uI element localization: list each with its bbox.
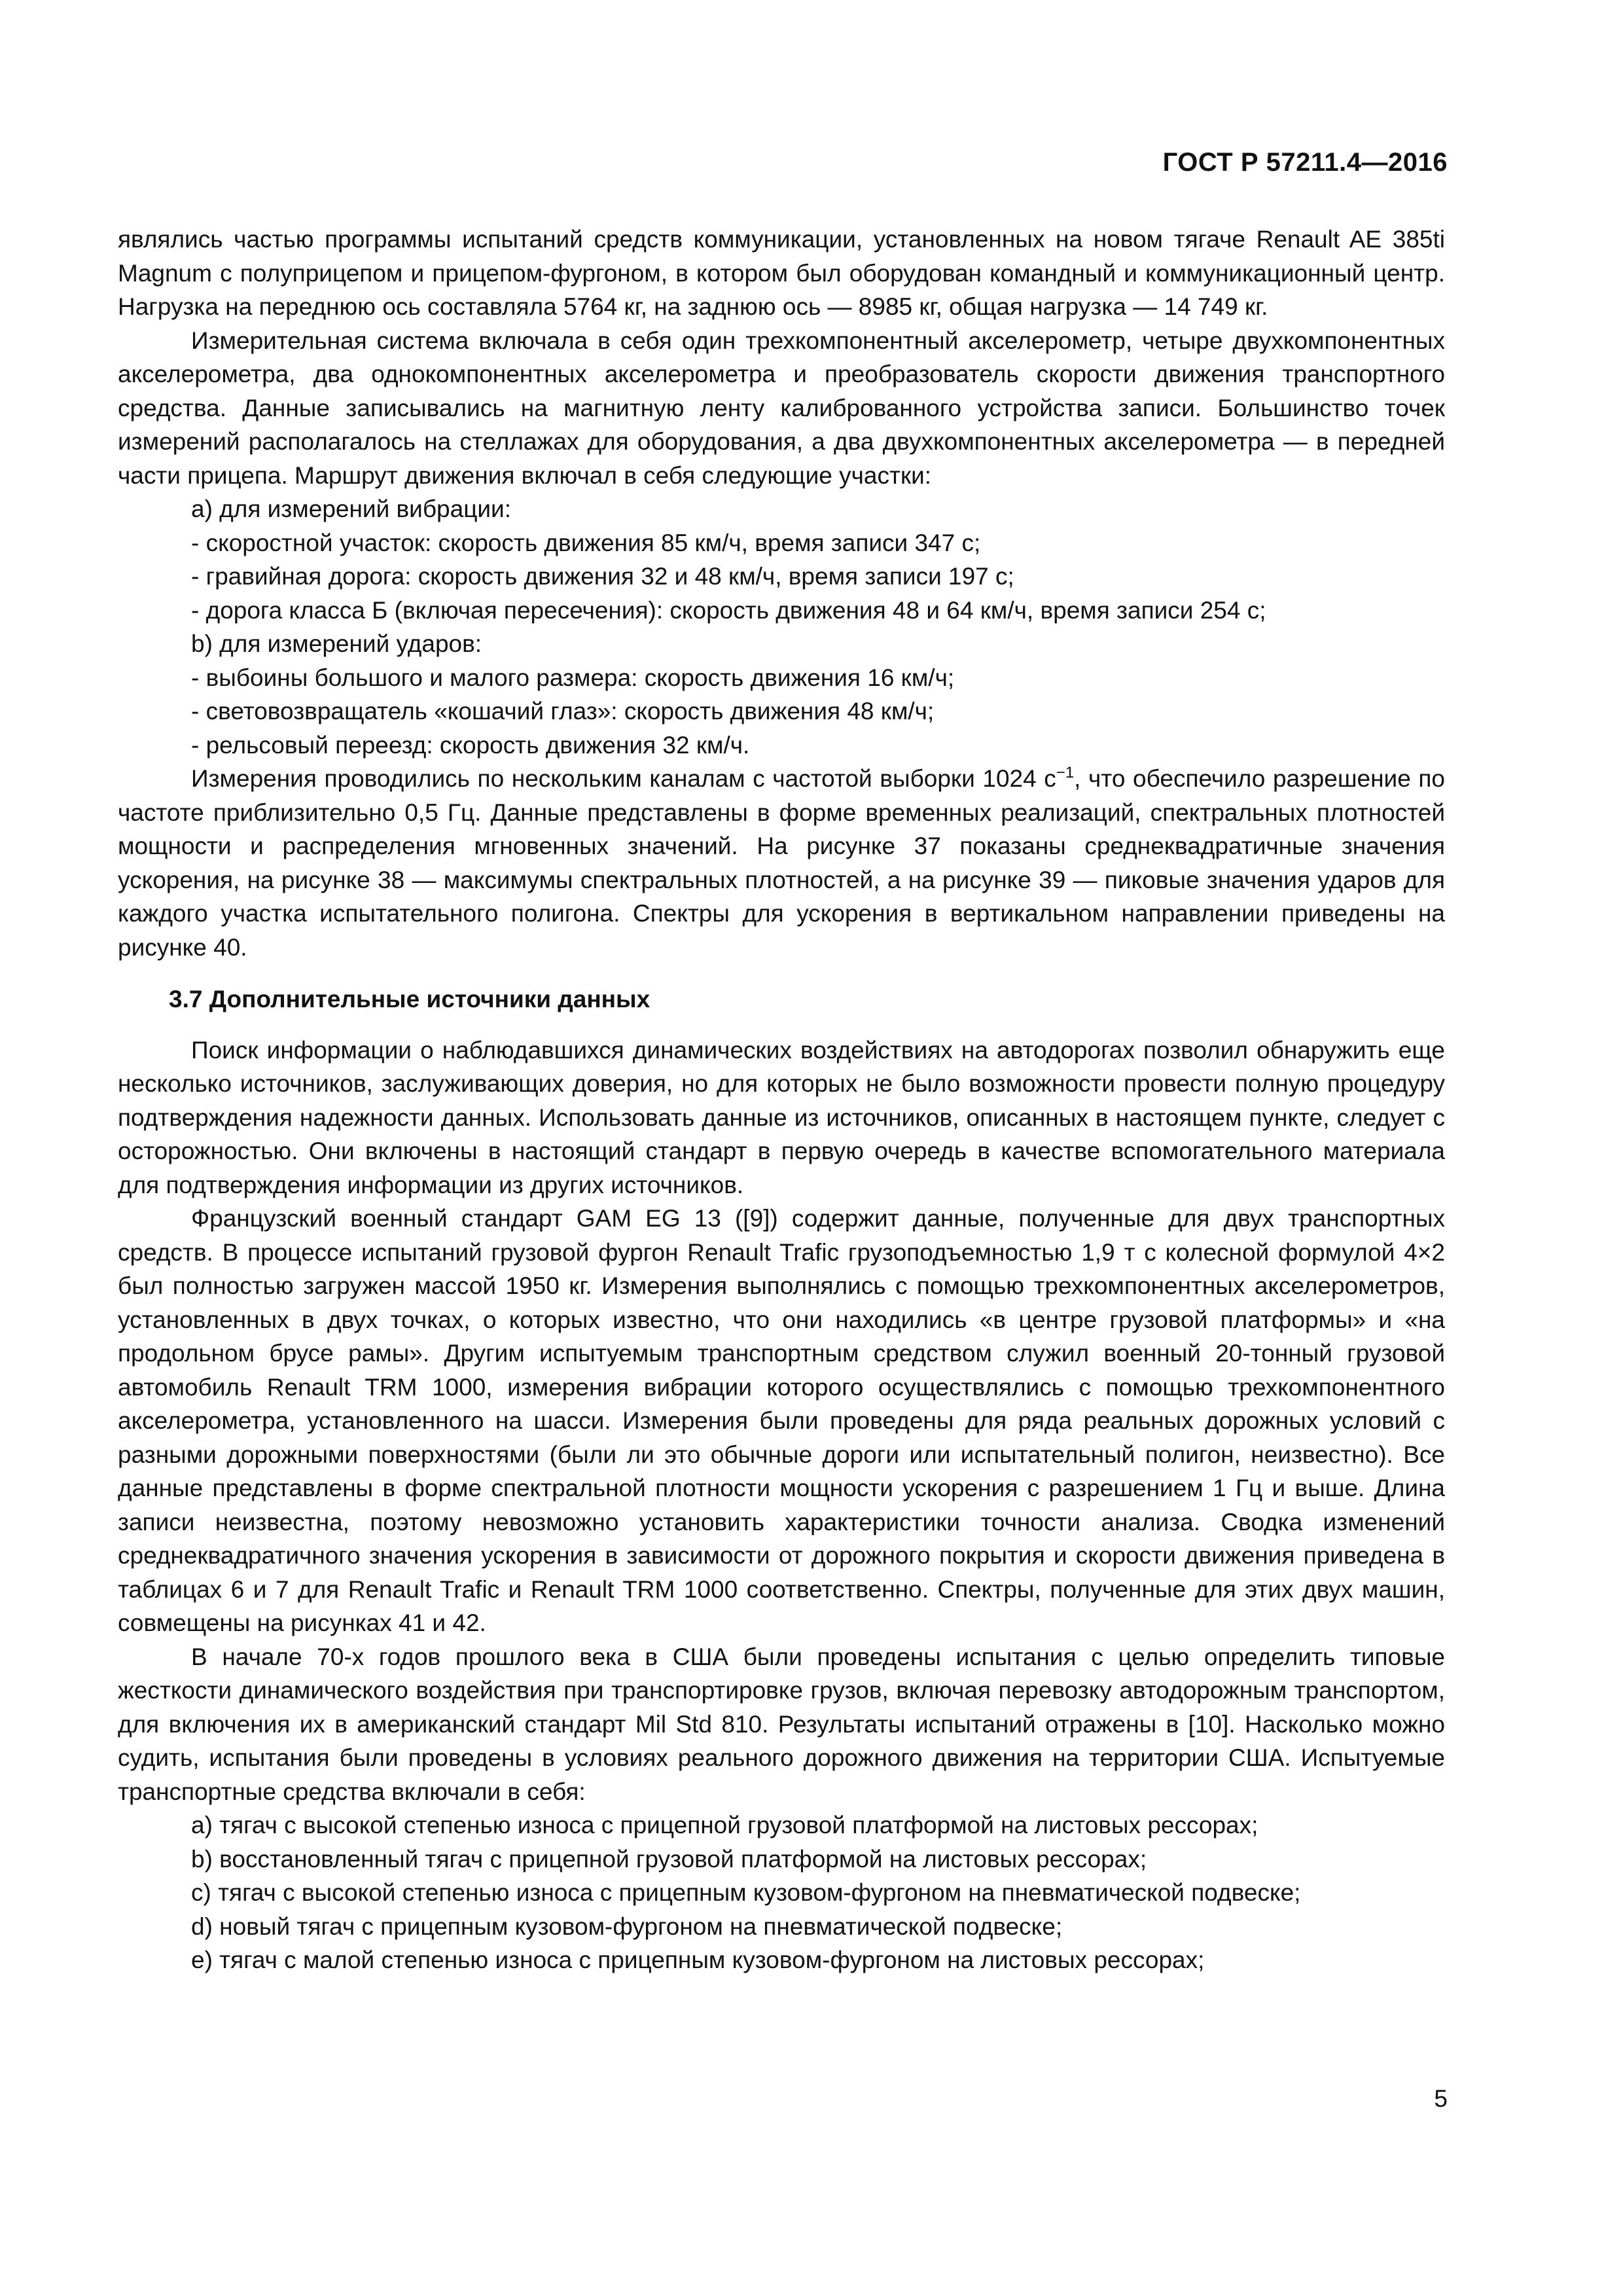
paragraph-measurements-part-2: , что обеспечило разрешение по частоте приблизительно 0,5 Гц. Данные представлены в форме временных реализаций, спектральных плотностей мощности и распределения мгновенных значений. На рисунке 37 показаны среднеквадратичные значения ускорения, на рисунке 38 — максимумы спектральных плотностей, а на рисунке 39 — пиковые значения ударов для каждого участка испытательного полигона. Спектры для ускорения в вертикальном направлении приведены на рисунке 40. <box>118 765 1445 961</box>
list-item: b) для измерений ударов: <box>191 630 482 657</box>
list-item: - световозвращатель «кошачий глаз»: скорость движения 48 км/ч; <box>191 698 935 725</box>
list-item: c) тягач с высокой степенью износа с прицепным кузовом-фургоном на пневматической подвеске; <box>191 1879 1301 1906</box>
test-vehicles-list <box>118 1808 1445 1977</box>
list-item: - дорога класса Б (включая пересечения): скорость движения 48 и 64 км/ч, время записи 254 с; <box>191 596 1266 624</box>
document-number-header: ГОСТ Р 57211.4—2016 <box>1162 148 1448 177</box>
list-item: - скоростной участок: скорость движения 85 км/ч, время записи 347 с; <box>191 529 981 556</box>
list-item: a) для измерений вибрации: <box>191 495 512 522</box>
list-item: - гравийная дорога: скорость движения 32 и 48 км/ч, время записи 197 с; <box>191 563 1014 590</box>
route-sections-list <box>118 492 1445 762</box>
list-item: b) восстановленный тягач с прицепной грузовой платформой на листовых рессорах; <box>191 1845 1147 1873</box>
list-item: - рельсовый переезд: скорость движения 32 км/ч. <box>191 731 750 759</box>
list-item: - выбоины большого и малого размера: скорость движения 16 км/ч; <box>191 664 955 691</box>
list-item: d) новый тягач с прицепным кузовом-фургоном на пневматической подвеске; <box>191 1912 1063 1940</box>
paragraph-additional-sources: Поиск информации о наблюдавшихся динамических воздействиях на автодорогах позволил обнаружить еще несколько источников, заслуживающих доверия, но для которых не было возможности провести полную процедуру подтверждения надежности данных. Использовать данные из источников, описанных в настоящем пункте, следует с осторожностью. Они включены в настоящий стандарт в первую очередь в качестве вспомогательного материала для подтверждения информации из других источников. <box>118 1036 1445 1198</box>
document-body <box>118 223 1445 1977</box>
paragraph-measurements <box>118 762 1445 964</box>
paragraph-intro: являлись частью программы испытаний средств коммуникации, установленных на новом тягаче Renault AE 385ti Magnum с полуприцепом и прицепом-фургоном, в котором был оборудован командный и коммуникационный центр. Нагрузка на переднюю ось составляла 5764 кг, на заднюю ось — 8985 кг, общая нагрузка — 14 749 кг. <box>118 226 1445 320</box>
superscript-exponent: −1 <box>1056 764 1075 781</box>
paragraph-measurement-system: Измерительная система включала в себя один трехкомпонентный акселерометр, четыре двухкомпонентных акселерометра, два однокомпонентных акселерометра и преобразователь скорости движения транспортного средства. Данные записывались на магнитную ленту калиброванного устройства записи. Большинство точек измерений располагалось на стеллажах для оборудования, а два двухкомпонентных акселерометра — в передней части прицепа. Маршрут движения включал в себя следующие участки: <box>118 327 1445 489</box>
section-heading-3-7: 3.7 Дополнительные источники данных <box>169 986 651 1013</box>
paragraph-us-tests: В начале 70-х годов прошлого века в США были проведены испытания с целью определить типовые жесткости динамического воздействия при транспортировке грузов, включая перевозку автодорожным транспортом, для включения их в американский стандарт Mil Std 810. Результаты испытаний отражены в [10]. Насколько можно судить, испытания были проведены в условиях реального дорожного движения на территории США. Испытуемые транспортные средства включали в себя: <box>118 1643 1445 1805</box>
paragraph-french-standard: Французский военный стандарт GAM EG 13 ([9]) содержит данные, полученные для двух транспортных средств. В процессе испытаний грузовой фургон Renault Trafic грузоподъемностью 1,9 т с колесной формулой 4×2 был полностью загружен массой 1950 кг. Измерения выполнялись с помощью трехкомпонентных акселерометров, установленных в двух точках, о которых известно, что они находились «в центре грузовой платформы» и «на продольном брусе рамы». Другим испытуемым транспортным средством служил военный 20-тонный грузовой автомобиль Renault TRM 1000, измерения вибрации которого осуществлялись с помощью трехкомпонентного акселерометра, установленного на шасси. Измерения были проведены для ряда реальных дорожных условий с разными дорожными поверхностями (были ли это обычные дороги или испытательный полигон, неизвестно). Все данные представлены в форме спектральной плотности мощности ускорения с разрешением 1 Гц и выше. Длина записи неизвестна, поэтому невозможно установить характеристики точности анализа. Сводка изменений среднеквадратичного значения ускорения в зависимости от дорожного покрытия и скорости движения приведена в таблицах 6 и 7 для Renault Trafic и Renault TRM 1000 соответственно. Спектры, полученные для этих двух машин, совмещены на рисунках 41 и 42. <box>118 1205 1445 1636</box>
list-item: e) тягач с малой степенью износа с прицепным кузовом-фургоном на листовых рессорах; <box>191 1946 1205 1973</box>
paragraph-measurements-part-1: Измерения проводились по нескольким каналам с частотой выборки 1024 с <box>191 765 1056 792</box>
page-number: 5 <box>1434 2085 1448 2112</box>
list-item: a) тягач с высокой степенью износа с прицепной грузовой платформой на листовых рессорах; <box>191 1812 1258 1839</box>
